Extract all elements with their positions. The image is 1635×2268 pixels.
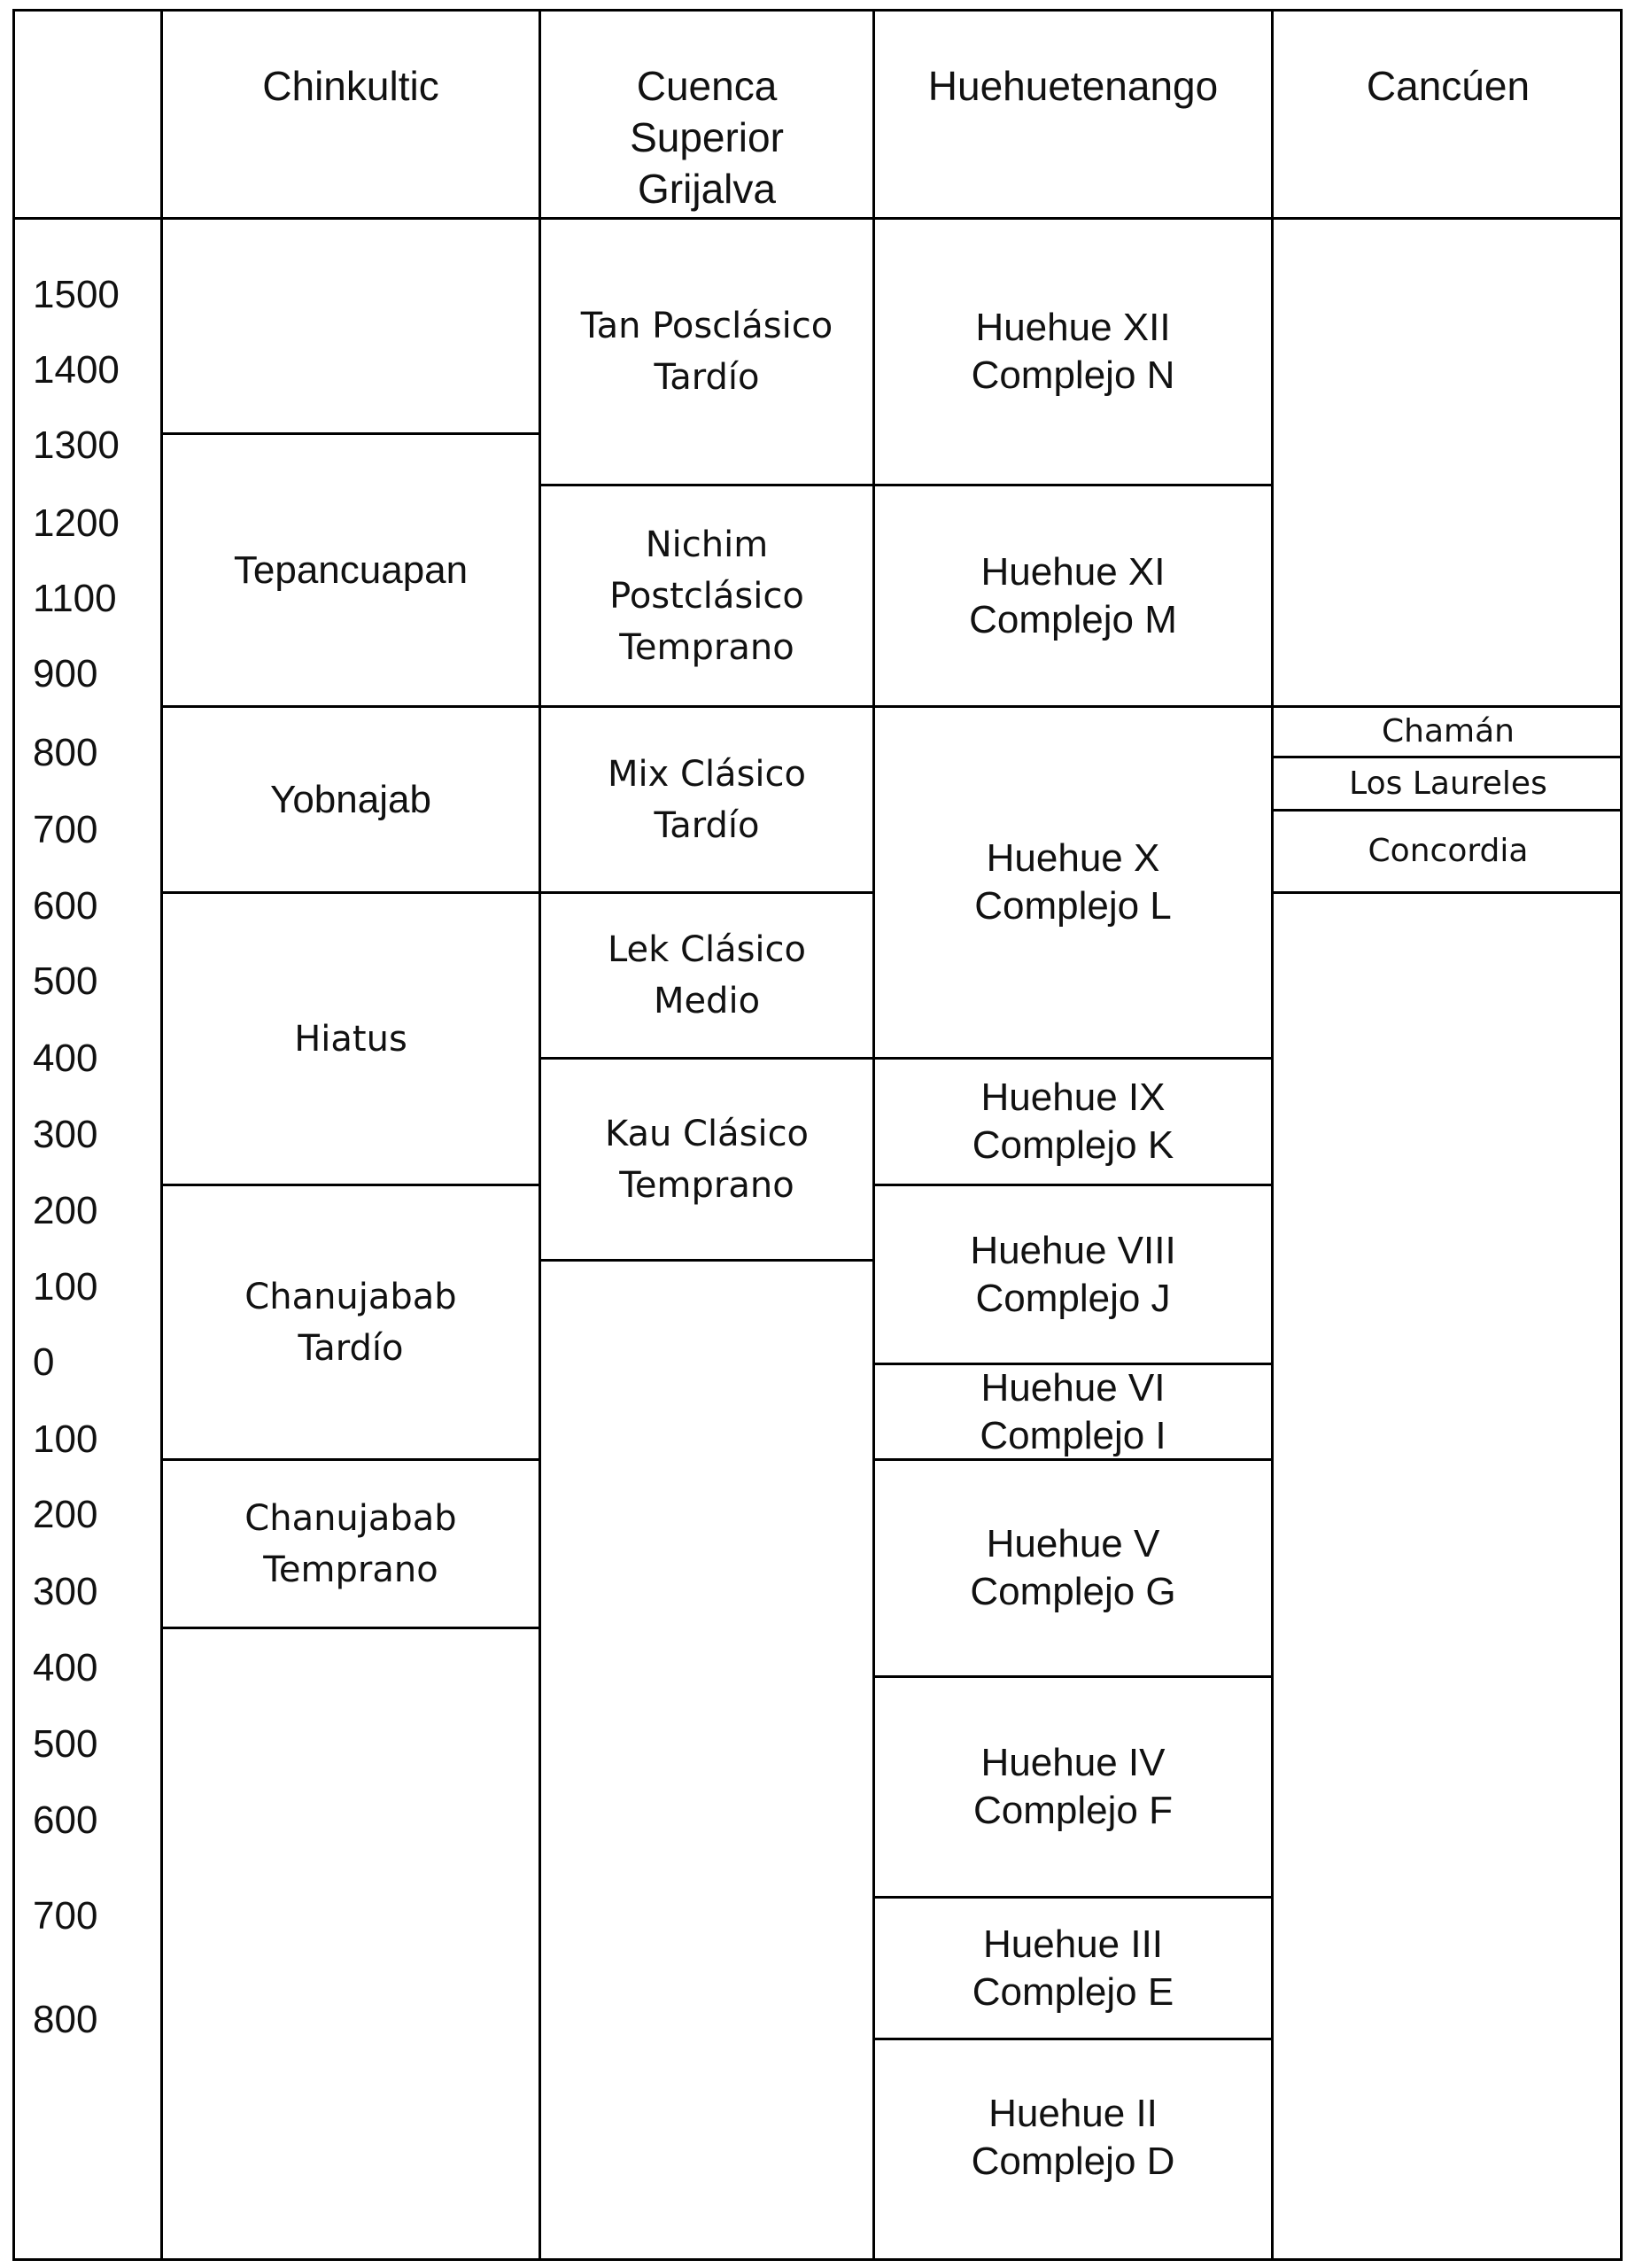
period-huehue-iii: Huehue III Complejo E bbox=[972, 1922, 1174, 2014]
year-label: 500 bbox=[33, 959, 98, 1003]
year-label: 1400 bbox=[33, 348, 120, 392]
period-huehue-iv: Huehue IV Complejo F bbox=[973, 1741, 1173, 1832]
period-chanujabab-tardio: Chanujabab Tardío bbox=[244, 1276, 457, 1369]
period-tan: Tan Posclásico Tardío bbox=[580, 306, 833, 398]
period-yobnajab: Yobnajab bbox=[270, 777, 431, 821]
period-huehue-xii: Huehue XII Complejo N bbox=[971, 306, 1175, 397]
period-huehue-xi: Huehue XI Complejo M bbox=[969, 549, 1177, 641]
year-label: 400 bbox=[33, 1037, 98, 1080]
year-label: 1300 bbox=[33, 423, 120, 467]
header-huehuetenango: Huehuetenango bbox=[927, 63, 1219, 109]
period-tepancuapan: Tepancuapan bbox=[233, 548, 469, 592]
period-hiatus: Hiatus bbox=[294, 1018, 407, 1060]
period-huehue-viii: Huehue VIII Complejo J bbox=[970, 1228, 1176, 1320]
period-huehue-ix: Huehue IX Complejo K bbox=[972, 1076, 1174, 1167]
period-huehue-v: Huehue V Complejo G bbox=[970, 1522, 1176, 1613]
period-chaman: Chamán bbox=[1382, 713, 1515, 750]
period-huehue-x: Huehue X Complejo L bbox=[974, 836, 1172, 928]
period-mix: Mix Clásico Tardío bbox=[608, 753, 806, 846]
period-boundary bbox=[539, 1259, 875, 1262]
year-label: 900 bbox=[33, 652, 98, 695]
period-boundary bbox=[1271, 891, 1620, 894]
year-label: 600 bbox=[33, 1798, 98, 1842]
period-kau: Kau Clásico Temprano bbox=[604, 1113, 810, 1206]
year-label: 100 bbox=[33, 1418, 98, 1461]
year-label: 200 bbox=[33, 1493, 98, 1536]
year-label: 700 bbox=[33, 1894, 98, 1938]
year-label: 1500 bbox=[33, 273, 120, 316]
year-label: 0 bbox=[33, 1340, 55, 1384]
year-label: 200 bbox=[33, 1189, 98, 1232]
column-divider bbox=[1271, 12, 1274, 2258]
period-chanujabab-temprano: Chanujabab Temprano bbox=[244, 1497, 457, 1590]
period-lek: Lek Clásico Medio bbox=[607, 929, 807, 1021]
year-label: 600 bbox=[33, 884, 98, 928]
year-label: 1100 bbox=[33, 577, 117, 620]
period-nichim: Nichim Postclásico Temprano bbox=[609, 524, 804, 668]
year-label: 800 bbox=[33, 1998, 98, 2041]
year-label: 1200 bbox=[33, 501, 120, 545]
year-label: 800 bbox=[33, 731, 98, 774]
header-chinkultic: Chinkultic bbox=[262, 63, 439, 109]
header-cuenca-superior-grijalva: Cuenca Superior Grijalva bbox=[630, 63, 784, 212]
year-label: 300 bbox=[33, 1570, 98, 1613]
year-label: 300 bbox=[33, 1113, 98, 1156]
header-cancuen: Cancúen bbox=[1366, 63, 1530, 109]
period-boundary bbox=[160, 1627, 541, 1629]
period-huehue-ii: Huehue II Complejo D bbox=[971, 2092, 1175, 2183]
year-label: 700 bbox=[33, 808, 98, 851]
period-concordia: Concordia bbox=[1368, 833, 1529, 869]
chronology-table bbox=[12, 9, 1623, 2261]
year-label: 400 bbox=[33, 1646, 98, 1689]
period-huehue-vi: Huehue VI Complejo I bbox=[980, 1365, 1166, 1457]
period-los-laureles: Los Laureles bbox=[1349, 765, 1547, 802]
year-label: 500 bbox=[33, 1722, 98, 1766]
year-label: 100 bbox=[33, 1265, 98, 1309]
